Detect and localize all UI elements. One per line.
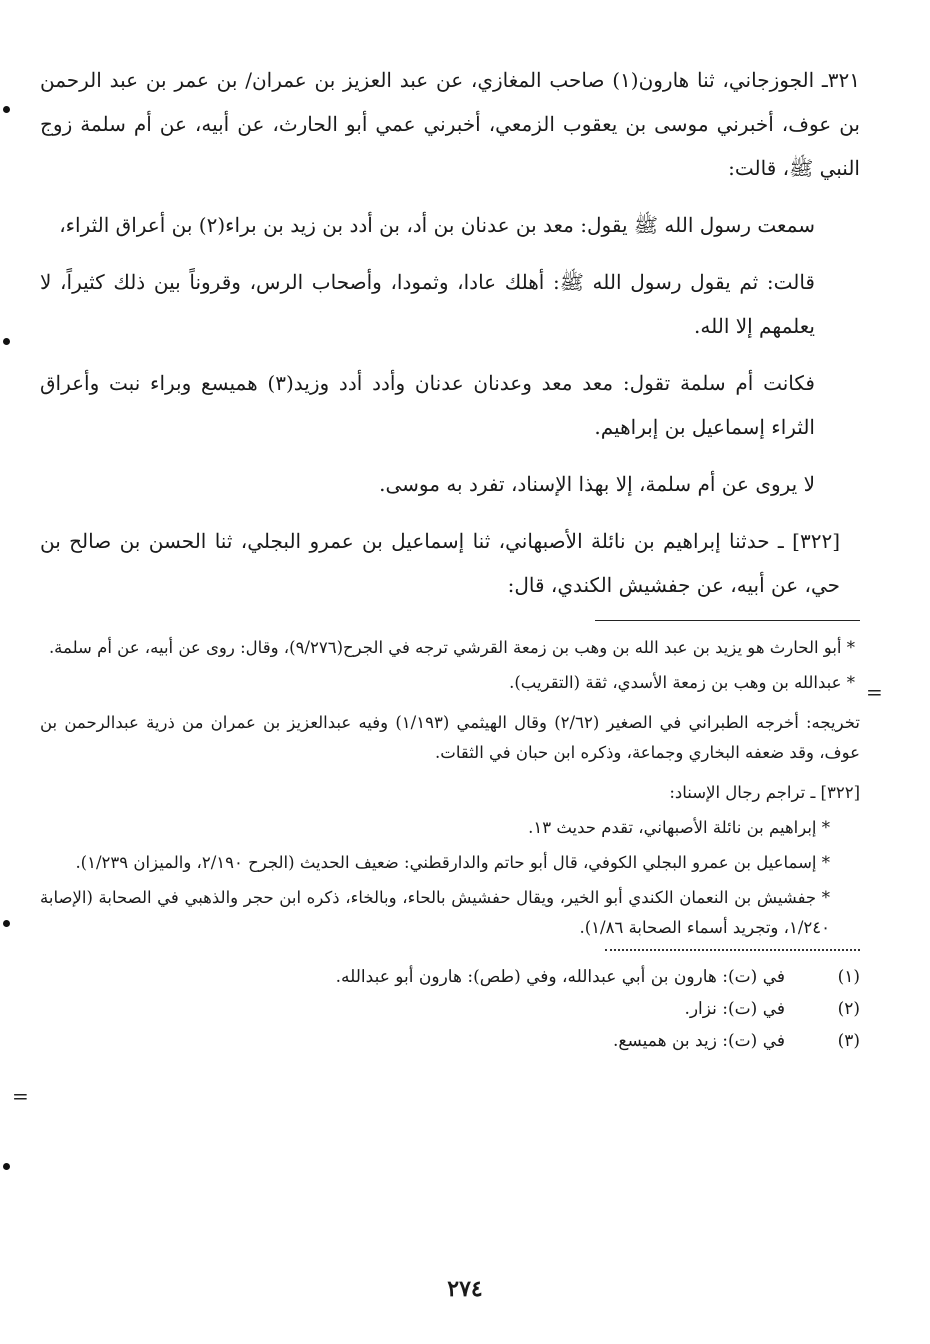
note-abdullah-wahb: * عبدالله بن وهب بن زمعة الأسدي، ثقة (التقريب). bbox=[509, 673, 855, 692]
note-abu-harith: * أبو الحارث هو يزيد بن عبد الله بن وهب بن زمعة القرشي ترجه في الجرح(٩/٢٧٦)، وقال: روى عن أبيه، عن أم سلمة. bbox=[48, 638, 855, 657]
note-jafshish: * جفشيش بن النعمان الكندي أبو الخير، ويقال حفشيش بالحاء، وبالخاء، ذكره ابن حجر والذهبي في الصحابة (الإصابة ١/٢٤٠، وتجريد أسماء الصحابة ١/٨٦). bbox=[40, 888, 830, 937]
notes-divider bbox=[595, 620, 860, 621]
umm-salama-saying: فكانت أم سلمة تقول: معد معد وعدنان عدنان وأدد أدد وزيد(٣) هميسع وبراء نبت وأعراق الثراء إسماعيل بن إبراهيم. bbox=[40, 371, 815, 439]
footnote-number: (٢) bbox=[837, 999, 860, 1019]
footnotes bbox=[40, 961, 860, 1057]
footnote-number: (١) bbox=[837, 967, 860, 987]
margin-dot bbox=[3, 920, 10, 927]
hadith-321: ٣٢١ـ الجوزجاني، ثنا هارون(١) صاحب المغازي، عن عبد العزيز بن عمران/ بن عمر بن عبد الرحمن بن عوف، أخبرني موسى بن يعقوب الزمعي، أخبرني عمي أبو الحارث، عن أبيه، عن أم سلمة زوج النبي ﷺ، قالت: bbox=[40, 68, 860, 180]
margin-dot bbox=[3, 1163, 10, 1170]
footnote-item bbox=[40, 961, 860, 993]
page-number: ٢٧٤ bbox=[447, 1276, 483, 1302]
footnote-text: في (ت): نزار. bbox=[684, 999, 785, 1019]
note-322-heading: [٣٢٢] ـ تراجم رجال الإسناد: bbox=[669, 783, 860, 802]
hadith-321-continuation: قالت: ثم يقول رسول الله ﷺ: أهلك عادا، وثمودا، وأصحاب الرس، وقروناً بين ذلك كثيراً، لا يعلمهم إلا الله. bbox=[40, 270, 815, 338]
main-text bbox=[40, 58, 860, 607]
footnote-number: (٣) bbox=[837, 1031, 860, 1051]
margin-mark: = bbox=[866, 680, 883, 704]
footnote-text: في (ت): زيد بن هميسع. bbox=[613, 1031, 785, 1051]
note-ismail: * إسماعيل بن عمرو البجلي الكوفي، قال أبو حاتم والدارقطني: ضعيف الحديث (الجرح ٢/١٩٠، والميزان ١/٢٣٩). bbox=[75, 853, 830, 872]
note-ibrahim: * إبراهيم بن نائلة الأصبهاني، تقدم حديث ١٣. bbox=[528, 818, 830, 837]
footnote-item bbox=[40, 1025, 860, 1057]
page bbox=[40, 58, 860, 1057]
margin-dot bbox=[3, 338, 10, 345]
footnote-text: في (ت): هارون بن أبي عبدالله، وفي (طص): هارون أبو عبدالله. bbox=[335, 967, 785, 987]
margin-dot bbox=[3, 106, 10, 113]
hadith-322: [٣٢٢] ـ حدثنا إبراهيم بن نائلة الأصبهاني، ثنا إسماعيل بن عمرو البجلي، ثنا الحسن بن صالح بن حي، عن أبيه، عن جفشيش الكندي، قال: bbox=[40, 529, 840, 597]
commentary-notes bbox=[40, 633, 860, 943]
narration-note: لا يروى عن أم سلمة، إلا بهذا الإسناد، تفرد به موسى. bbox=[379, 472, 815, 496]
footnotes-divider bbox=[605, 949, 860, 951]
hadith-321-quote: سمعت رسول الله ﷺ يقول: معد بن عدنان بن أد، بن أدد بن زيد بن براء(٢) بن أعراق الثراء، bbox=[59, 213, 815, 237]
note-takhrij: تخريجه: أخرجه الطبراني في الصغير (٢/٦٢) وقال الهيثمي (١/١٩٣) وفيه عبدالعزيز بن عمران من ذرية عبدالرحمن بن عوف، وقد ضعفه البخاري وجماعة، وذكره ابن حبان في الثقات. bbox=[40, 713, 860, 762]
margin-mark: = bbox=[12, 1084, 29, 1108]
footnote-item bbox=[40, 993, 860, 1025]
